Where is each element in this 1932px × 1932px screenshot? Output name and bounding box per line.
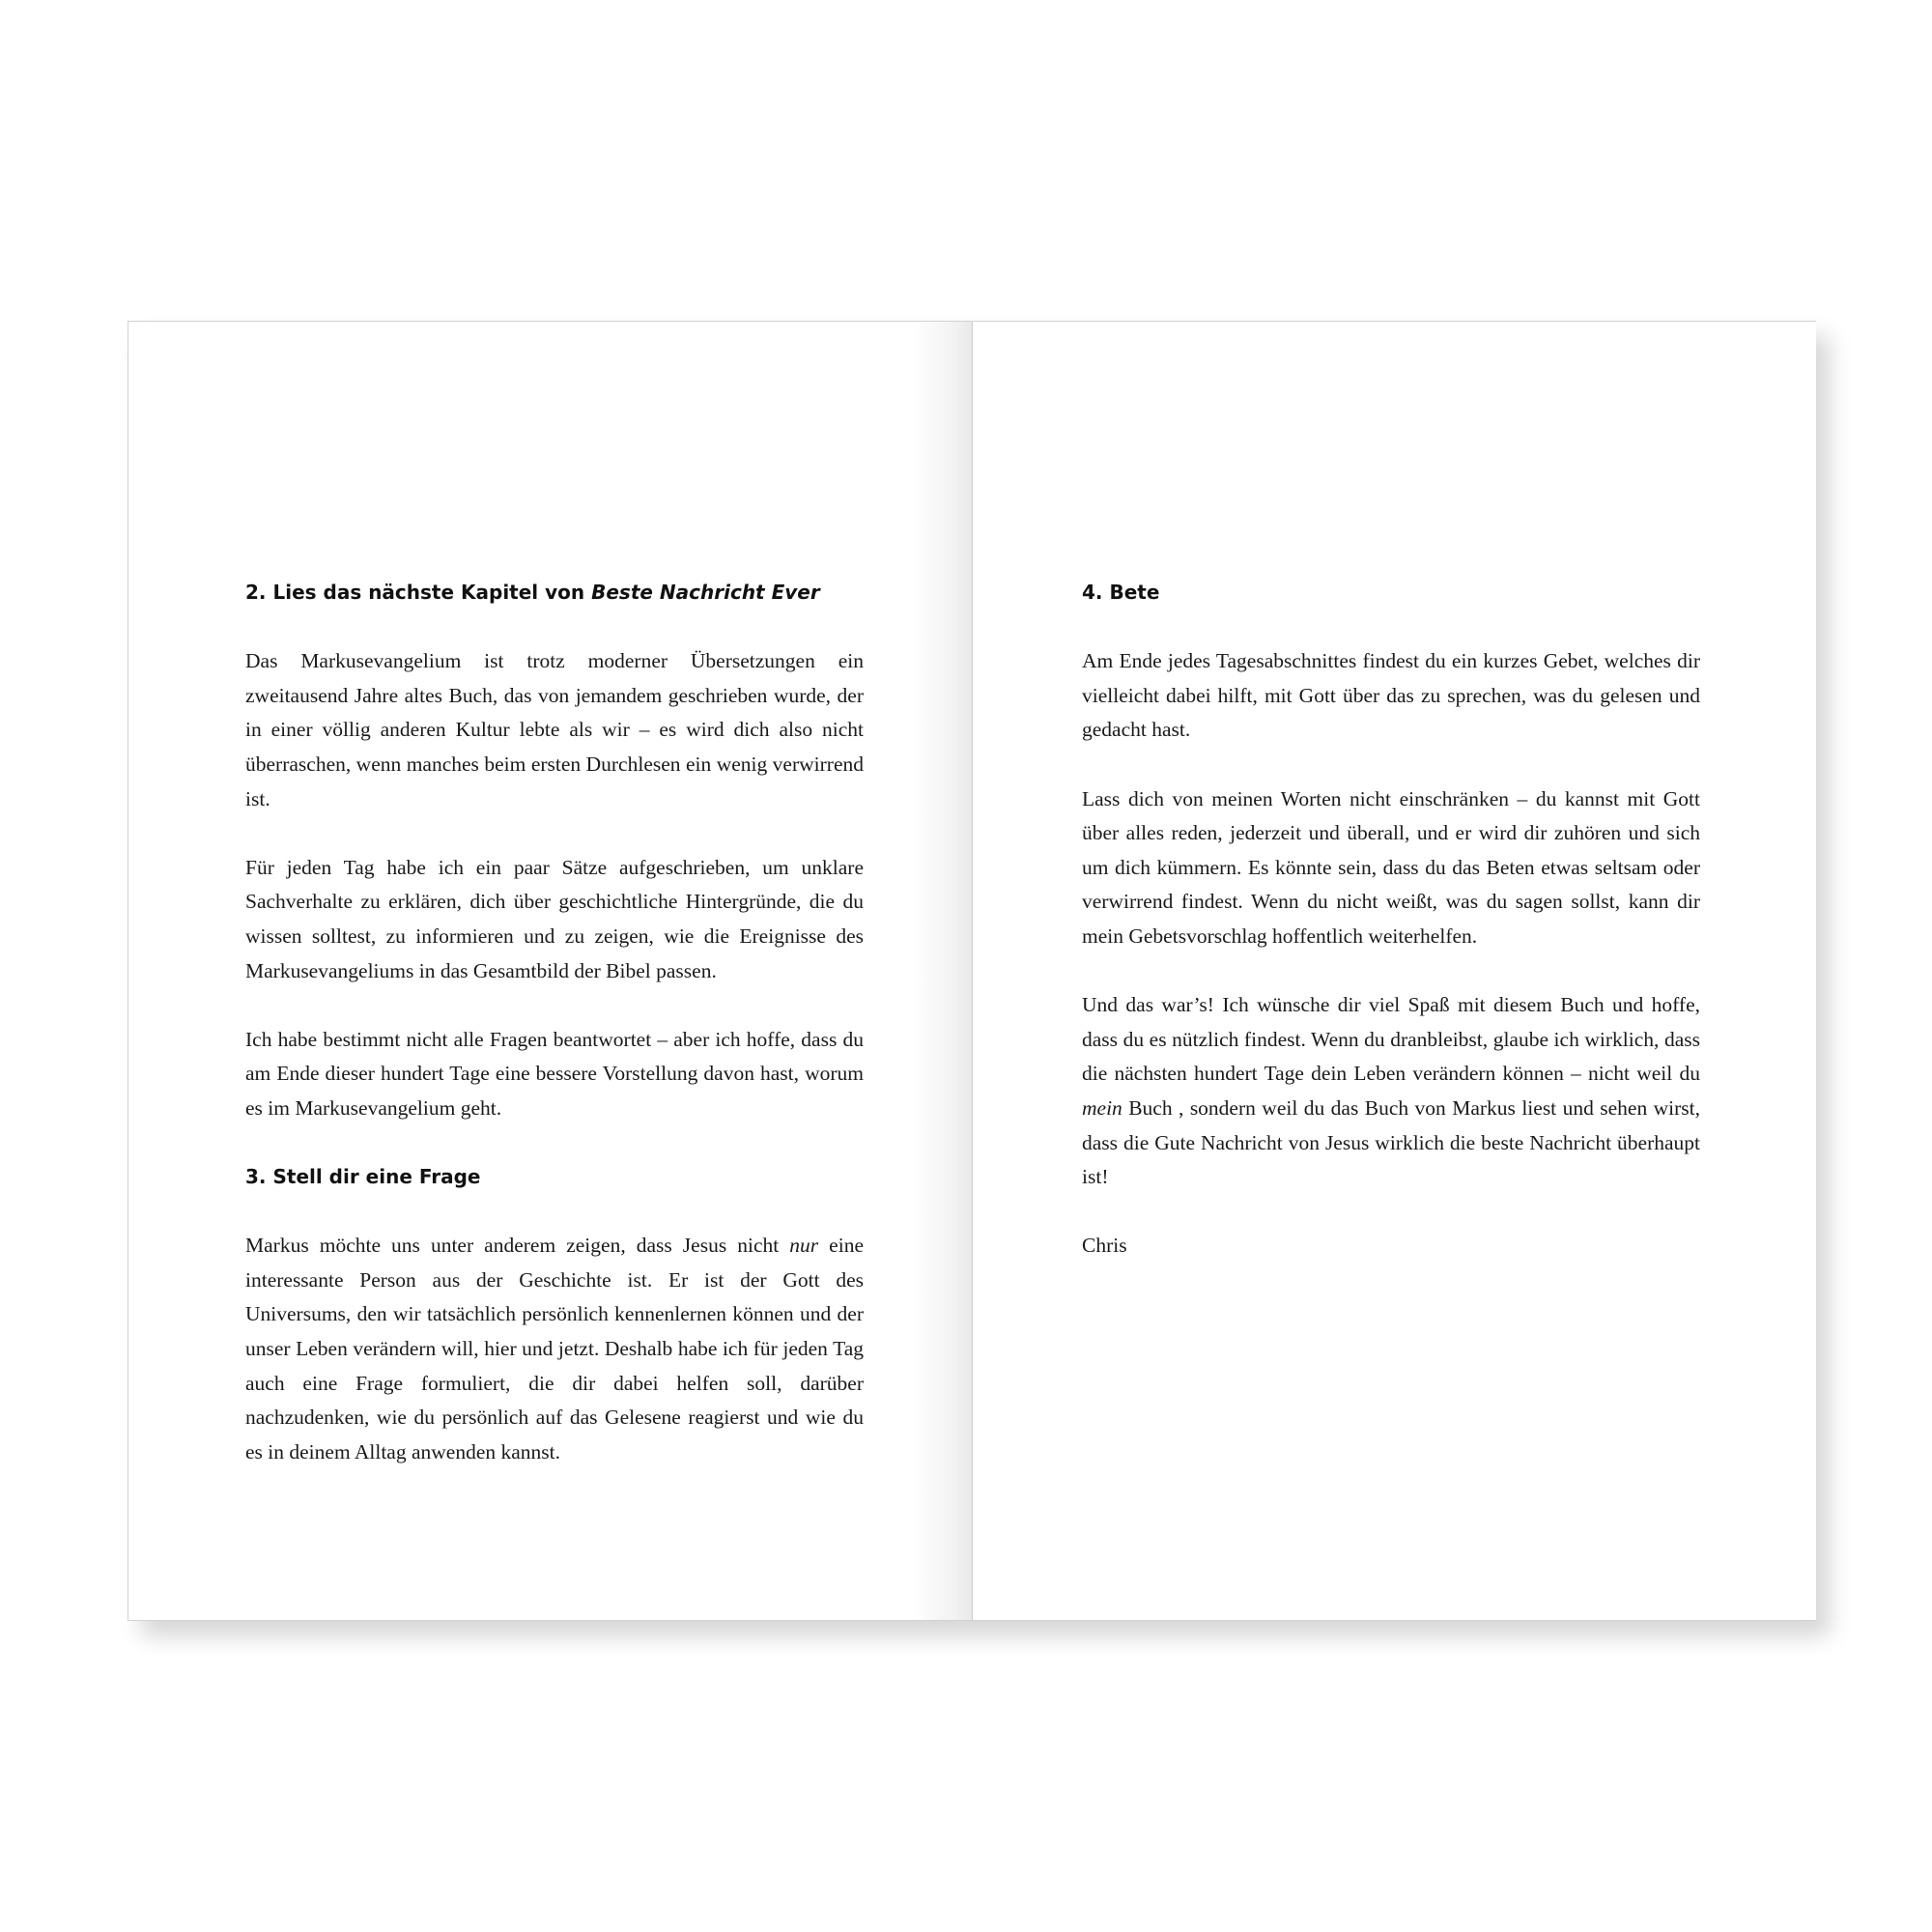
- section-2-paragraph-3: Ich habe bestimmt nicht alle Fragen beantwortet – aber ich hoffe, dass du am Ende dieser hundert Tage eine bessere Vorstellung davon hast, worum es im Markusevangelium geht.: [245, 1027, 864, 1120]
- left-page-content: [245, 576, 864, 1504]
- closing-text-end: Buch , sondern weil du das Buch von Markus liest und sehen wirst, dass die Gute Nachricht von Jesus wirklich die beste Nachricht überhaupt ist!: [1082, 1095, 1700, 1189]
- section-2-heading-prefix: 2. Lies das nächste Kapitel von: [245, 581, 592, 604]
- closing-emphasis: mein: [1082, 1095, 1122, 1120]
- right-page-content: [1082, 576, 1700, 1264]
- section-3-emphasis: nur: [789, 1234, 819, 1258]
- section-4-paragraph-1: Am Ende jedes Tagesabschnittes findest du ein kurzes Gebet, welches dir vielleicht dabei hilft, mit Gott über das zu sprechen, was du gelesen und gedacht hast.: [1082, 649, 1700, 742]
- section-4-paragraph-2: Lass dich von meinen Worten nicht einschränken – du kannst mit Gott über alles reden, jederzeit und überall, und er wird dir zuhören und sich um dich kümmern. Es könnte sein, dass du das Beten etwas seltsam oder verwirrend findest. Wenn du nicht weißt, was du sagen sollst, kann dir mein Gebetsvorschlag hoffentlich weiterhelfen.: [1082, 786, 1700, 948]
- section-3-heading: 3. Stell dir eine Frage: [245, 1165, 481, 1189]
- section-4-heading: 4. Bete: [1082, 581, 1160, 604]
- section-2-paragraph-2: Für jeden Tag habe ich ein paar Sätze aufgeschrieben, um unklare Sachverhalte zu erklären, dich über geschichtliche Hintergründe, die du wissen solltest, zu informieren und zu zeigen, wie die Ereignisse des Markusevangeliums in das Gesamtbild der Bibel passen.: [245, 855, 864, 982]
- book-spread: [128, 321, 1816, 1621]
- closing-text-start: Und das war’s! Ich wünsche dir viel Spaß mit diesem Buch und hoffe, dass du es nützlich findest. Wenn du dranbleibst, glaube ich wirklich, dass die nächsten hundert Tage dein Leben verändern können – nicht weil du: [1082, 993, 1700, 1086]
- closing-paragraph: [1082, 988, 1700, 1195]
- left-page: [128, 322, 972, 1620]
- signature: Chris: [1082, 1234, 1127, 1258]
- section-2-heading: [245, 576, 864, 611]
- section-2-heading-book-title: Beste Nachricht Ever: [591, 581, 820, 604]
- section-3-text-start: Markus möchte uns unter anderem zeigen, dass Jesus nicht: [245, 1234, 790, 1258]
- section-3-paragraph: [245, 1229, 864, 1469]
- section-2-paragraph-1: Das Markusevangelium ist trotz moderner Übersetzungen ein zweitausend Jahre altes Buch, das von jemandem geschrieben wurde, der in einer völlig anderen Kultur lebte als wir – es wird dich also nicht überraschen, wenn manches beim ersten Durchlesen ein wenig verwirrend ist.: [245, 649, 864, 810]
- right-page: [972, 322, 1816, 1620]
- section-3-text-end: eine interessante Person aus der Geschichte ist. Er ist der Gott des Universums, den wir tatsächlich persönlich kennenlernen können und der unser Leben verändern will, hier und jetzt. Deshalb habe ich für jeden Tag auch eine Frage formuliert, die dir dabei helfen soll, darüber nachzudenken, wie du persönlich auf das Gelesene reagierst und wie du es in deinem Alltag anwenden kannst.: [245, 1234, 864, 1463]
